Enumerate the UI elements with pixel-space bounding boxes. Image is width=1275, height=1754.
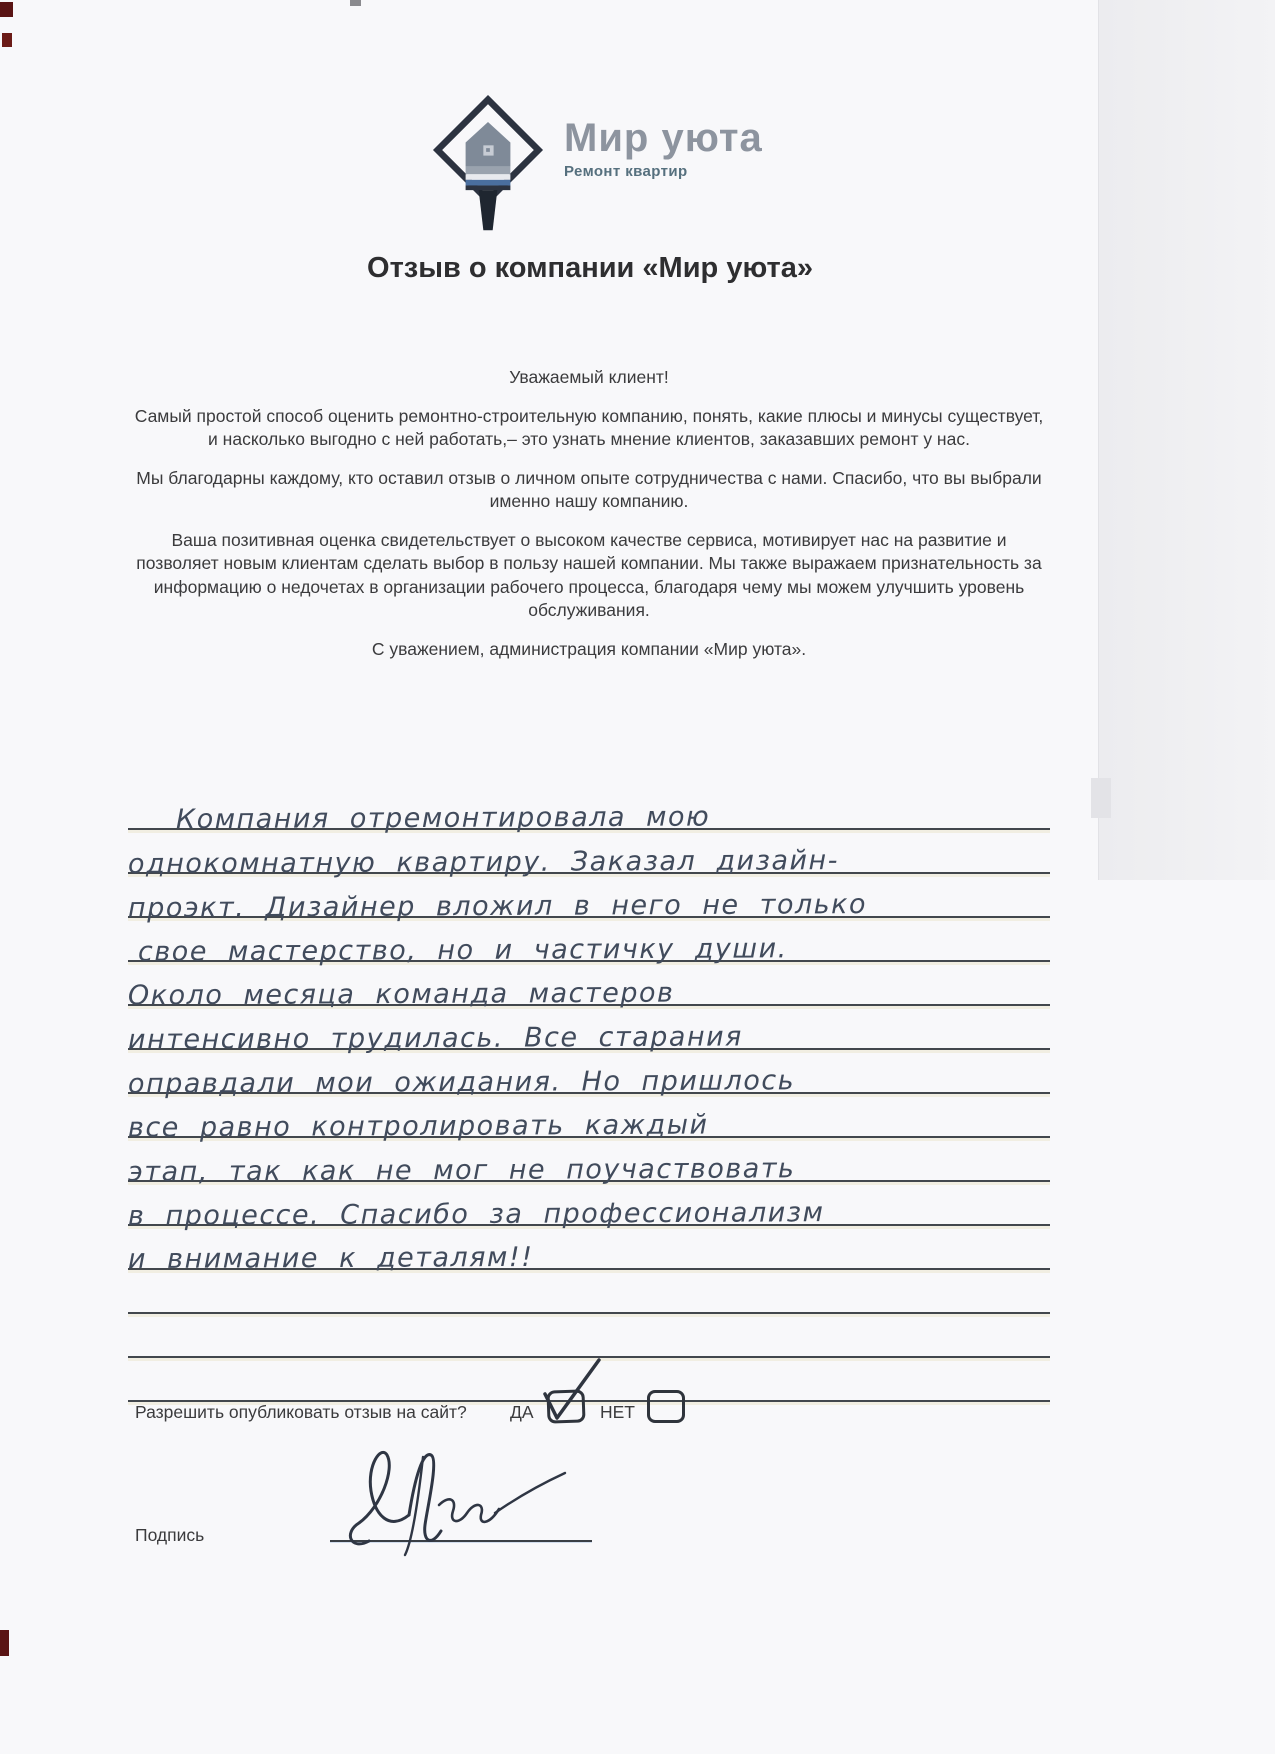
review-line: Около месяца команда мастеров bbox=[128, 962, 1050, 1006]
company-logo bbox=[432, 94, 763, 234]
review-line: этап, так как не мог не поучаствовать bbox=[128, 1138, 1050, 1182]
intro-paragraph: Ваша позитивная оценка свидетельствует о высоком качестве сервиса, мотивирует нас на развитие и позволяет новым клиентам сделать выбор в пользу нашей компании. Мы также выражаем признательность за информацию о недочетах в организации рабочего процесса, благодаря чему мы можем улучшить уровень обслуживания. bbox=[136, 529, 1042, 620]
scan-artifact bbox=[2, 33, 12, 47]
publish-consent-row bbox=[135, 1388, 955, 1448]
signature-label: Подпись bbox=[135, 1525, 205, 1545]
page-title: Отзыв о компании «Мир уюта» bbox=[367, 252, 813, 284]
scan-edge-shadow bbox=[1098, 0, 1275, 880]
scan-artifact bbox=[0, 2, 13, 17]
empty-ruled-line bbox=[128, 1314, 1050, 1358]
greeting: Уважаемый клиент! bbox=[509, 367, 669, 387]
brand-name: Мир уюта bbox=[564, 116, 763, 160]
review-line: оправдали мои ожидания. Но пришлось bbox=[128, 1050, 1050, 1094]
no-label: НЕТ bbox=[600, 1402, 635, 1422]
publish-question: Разрешить опубликовать отзыв на сайт? bbox=[135, 1402, 467, 1422]
review-line: Компания отремонтировала мою bbox=[128, 786, 1050, 830]
intro-paragraph: Мы благодарны каждому, кто оставил отзыв о личном опыте сотрудничества с нами. Спасибо, что вы выбрали именно нашу компанию. bbox=[136, 467, 1042, 511]
scan-artifact bbox=[0, 1630, 9, 1656]
handwritten-review bbox=[128, 786, 1050, 1402]
signoff: С уважением, администрация компании «Мир уюта». bbox=[371, 638, 807, 659]
paintbrush-house-diamond-icon bbox=[432, 94, 544, 234]
brand-tagline: Ремонт квартир bbox=[564, 163, 688, 180]
intro-paragraph: Самый простой способ оценить ремонтно-строительную компанию, понять, какие плюсы и минусы существует, и насколько выгодно с ней работать,– это узнать мнение клиентов, заказавших ремонт у нас. bbox=[134, 405, 1044, 449]
scan-artifact bbox=[350, 0, 361, 6]
signature-row bbox=[135, 1455, 675, 1585]
review-line: свое мастерство, но и частичку души. bbox=[128, 918, 1050, 962]
review-line: проэкт. Дизайнер вложил в него не только bbox=[128, 874, 1050, 918]
yes-label: ДА bbox=[510, 1402, 534, 1422]
review-line: все равно контролировать каждый bbox=[128, 1094, 1050, 1138]
intro-text bbox=[128, 366, 1050, 676]
handwritten-signature bbox=[335, 1443, 585, 1563]
review-line: в процессе. Спасибо за профессионализм bbox=[128, 1182, 1050, 1226]
empty-ruled-line bbox=[128, 1270, 1050, 1314]
review-line: однокомнатную квартиру. Заказал дизайн- bbox=[128, 830, 1050, 874]
checkmark-icon bbox=[537, 1354, 607, 1428]
scan-edge-notch bbox=[1091, 778, 1111, 818]
review-line: и внимание к деталям!! bbox=[128, 1226, 1050, 1270]
no-checkbox[interactable] bbox=[647, 1390, 685, 1423]
review-line: интенсивно трудилась. Все старания bbox=[128, 1006, 1050, 1050]
